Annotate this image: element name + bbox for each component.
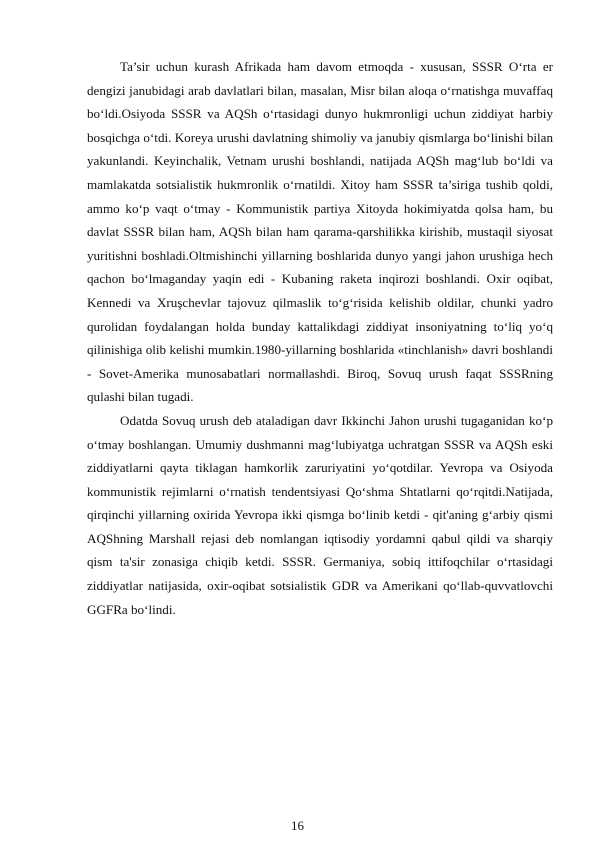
body-text bbox=[87, 55, 553, 621]
paragraph-2: Odatda Sovuq urush deb ataladigan davr Ikkinchi Jahon urushi tugaganidan ko‘p o‘tmay boshlangan. Umumiy dushmanni mag‘lubiyatga uchratgan SSSR va AQSh eski ziddiyatlarni qayta tiklagan hamkorlik zaruriyatini yo‘qotdilar. Yevropa va Osiyoda kommunistik rejimlarni o‘rnatish tendentsiyasi Qo‘shma Shtatlarni qo‘rqitdi.Natijada, qirqinchi yillarning oxirida Yevropa ikki qismga bo‘linib ketdi - qit'aning g‘arbiy qismi AQShning Marshall rejasi deb nomlangan iqtisodiy yordamni qabul qildi va sharqiy qism ta'sir zonasiga chiqib ketdi. SSSR. Germaniya, sobiq ittifoqchilar o‘rtasidagi ziddiyatlar natijasida, oxir-oqibat sotsialistik GDR va Amerikani qo‘llab-quvvatlovchi GGFRa bo‘lindi. bbox=[87, 412, 553, 617]
paragraph-1: Ta’sir uchun kurash Afrikada ham davom etmoqda - xususan, SSSR O‘rta er dengizi janubidagi arab davlatlari bilan, masalan, Misr bilan aloqa o‘rnatishga muvaffaq bo‘ldi.Osiyoda SSSR va AQSh o‘rtasidagi dunyo hukmronligi uchun ziddiyat harbiy bosqichga o‘tdi. Koreya urushi davlatning shimoliy va janubiy qismlarga bo‘linishi bilan yakunlandi. Keyinchalik, Vetnam urushi boshlandi, natijada AQSh mag‘lub bo‘ldi va mamlakatda sotsialistik hukmronlik o‘rnatildi. Xitoy ham SSSR ta’siriga tushib qoldi, ammo ko‘p vaqt o‘tmay - Kommunistik partiya Xitoyda hokimiyatda qolsa ham, bu davlat SSSR bilan ham, AQSh bilan ham qarama-qarshilikka kirishib, mustaqil siyosat yuritishni boshladi.Oltmishinchi yillarning boshlarida dunyo yangi jahon urushiga hech qachon bo‘lmaganday yaqin edi - Kubaning raketa inqirozi boshlandi. Oxir oqibat, Kennedi va Xruşchevlar tajovuz qilmaslik to‘g‘risida kelishib oldilar, chunki yadro qurolidan foydalangan holda bunday kattalikdagi ziddiyat insoniyatning to‘liq yo‘q qilinishiga olib kelishi mumkin.1980-yillarning boshlarida «tinchlanish» davri boshlandi - Sovet-Amerika munosabatlari normallashdi. Biroq, Sovuq urush faqat SSSRning qulashi bilan tugadi. bbox=[87, 59, 553, 405]
page-number: 16 bbox=[291, 818, 304, 833]
